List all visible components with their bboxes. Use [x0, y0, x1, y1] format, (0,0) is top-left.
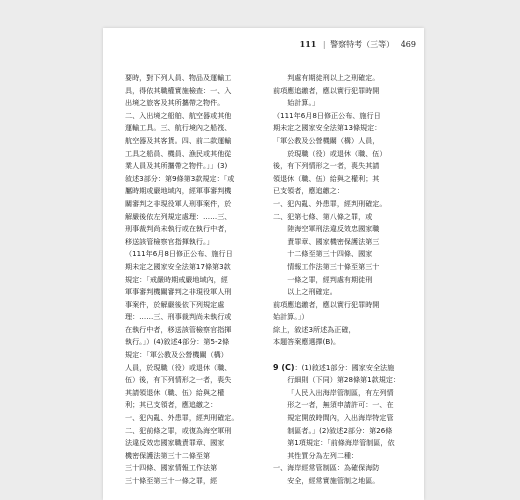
text-line: 規定開放時間內，入出海岸特定管	[287, 413, 394, 423]
text-line	[273, 349, 408, 362]
text-line: 軍事審判機關審判之非現役軍人刑	[125, 287, 232, 297]
book-page	[103, 28, 424, 500]
text-line: 工具之船員、機員、漁民或其他從	[125, 148, 232, 158]
text-line: 本題答案應選擇(B)。	[273, 337, 341, 347]
text-line: 人員，於現職（役）或退休（職、	[125, 362, 232, 372]
text-line: 一、犯內亂、外患罪，經判刑確定。	[273, 198, 387, 208]
text-line: 領退休（職、伍）給與之權利；其	[273, 173, 380, 183]
text-line: 一、海岸經常管制區：為確保海防	[273, 463, 380, 473]
text-line: 執行。」）(4)敘述4部分：第5-2條	[125, 337, 230, 347]
text-line: （111年6月8日修正公布、施行日	[125, 249, 233, 259]
text-line: 綜上，敘述3所述為正確，	[273, 324, 356, 334]
page-number: 469	[400, 40, 416, 49]
text-line: 刑事裁判尚未執行或在執行中者，	[125, 224, 232, 234]
text-line: 陸海空軍刑法違反效忠國家職	[287, 224, 380, 234]
text-line: 二、犯第七條、第八條之罪，或	[273, 211, 373, 221]
text-line: 後，有下列情形之一者，喪失其請	[273, 161, 380, 171]
right-text-column	[273, 72, 408, 488]
text-line: （111年6月8日修正公布、施行日	[273, 110, 381, 120]
text-line: 三十條至第三十一條之罪，經	[125, 476, 218, 485]
text-line: 規定：「戒嚴時期戒嚴地域內，經	[125, 274, 228, 284]
running-header	[300, 39, 416, 50]
text-line: 三十四條、國家情報工作法第	[125, 463, 218, 473]
text-line: 其性質分為左列二種：	[287, 450, 359, 460]
left-text-column	[125, 72, 260, 488]
text-line: 已支領者，應追繳之：	[273, 186, 344, 196]
text-line: 一、犯內亂、外患罪，經判刑確定。	[125, 413, 239, 423]
text-line: 屬時期或嚴地域內，經軍事審判機	[125, 186, 232, 196]
text-line: 「人民入出海岸管制區，有左列情	[287, 387, 394, 397]
text-line: 「軍公教及公營機關（構）人員，	[273, 135, 380, 145]
text-line: 始計算。」）	[273, 312, 309, 322]
text-line: 出境之旅客及其所攜帶之物件。	[125, 98, 225, 108]
text-line: 二、犯前條之罪，或復為海空軍刑	[125, 425, 232, 435]
text-line: 解嚴後依左列規定處理：……三、	[125, 211, 232, 221]
text-line: 安全，經常實施管制之地區。	[287, 476, 380, 485]
text-line: 要時，對下列人員、物品及運輸工	[125, 73, 232, 82]
text-line: 敘述3部分：第9條第3款規定：「或	[125, 173, 235, 183]
text-line: 理：……三、刑事裁判尚未執行或	[125, 312, 232, 322]
text-line: 前項應追繳者，應以實行犯罪時開	[273, 299, 380, 309]
text-line: 以上之刑確定。	[287, 287, 337, 297]
text-line: 事案件，於解嚴後依下列規定處	[125, 299, 225, 309]
header-exam-title: 警察特考（三等）	[330, 40, 395, 49]
text-line: 制區者。」(2)敘述2部分：第26條	[287, 425, 393, 435]
text-line: 二、入出境之船舶、航空器或其他	[125, 110, 232, 120]
text-line: 其請領退休（職、伍）給與之權	[125, 387, 225, 397]
text-line: 第1項規定：「前條海岸管制區，依	[287, 438, 395, 448]
text-line: 始計算。」	[287, 98, 320, 108]
text-line: 期未定之國家安全法第17條第3款	[125, 261, 231, 271]
text-line: 法違反效忠國家職責罪章、國家	[125, 438, 225, 448]
text-line: 業人員及其所攜帶之物件。」」(3)	[125, 161, 228, 171]
text-line: 伍）後，有下列情形之一者，喪失	[125, 375, 232, 385]
text-line: 形之一者，無須申請許可：一、在	[287, 400, 394, 410]
text-line: 責罪章、國家機密保護法第三	[287, 236, 380, 246]
text-line: 判處有期徒刑以上之刑確定。	[287, 73, 380, 82]
text-line: 移送該管檢察官指揮執行。」	[125, 236, 214, 246]
header-separator: |	[322, 40, 326, 49]
text-line: 於現職（役）或退休（職、伍）	[287, 148, 387, 158]
text-line: 機密保護法第三十二條至第	[125, 450, 211, 460]
text-line: 十二條至第三十四條、國家	[287, 249, 373, 259]
text-line: 利；其已支領者，應追繳之：	[125, 400, 218, 410]
text-line: 航空器及其客貨。四、前二款運輸	[125, 135, 232, 145]
text-line: 一條之罪，經判處有期徒刑	[287, 274, 373, 284]
text-line: 行細則（下同）第28條第1款規定：	[287, 375, 401, 385]
text-line: 具，得依其職權實施檢查：一、入	[125, 85, 232, 95]
text-line: 規定：「軍公教及公營機關（構）	[125, 350, 228, 360]
text-line: 運輸工具。三、航行境內之船筏、	[125, 123, 232, 133]
header-chapter-number: 111	[299, 39, 317, 49]
question-number: 9 (C)	[273, 362, 295, 372]
text-line: 9 (C)：(1)敘述1部分：國家安全法施	[273, 362, 395, 372]
text-line: 前項應追繳者，應以實行犯罪時開	[273, 85, 380, 95]
text-line: 在執行中者，移送該管檢察官指揮	[125, 324, 232, 334]
text-line: 情報工作法第三十條至第三十	[287, 261, 380, 271]
text-line: 關審判之非現役軍人刑事案件，於	[125, 198, 232, 208]
text-line: 期未定之國家安全法第13條規定：	[273, 123, 382, 133]
